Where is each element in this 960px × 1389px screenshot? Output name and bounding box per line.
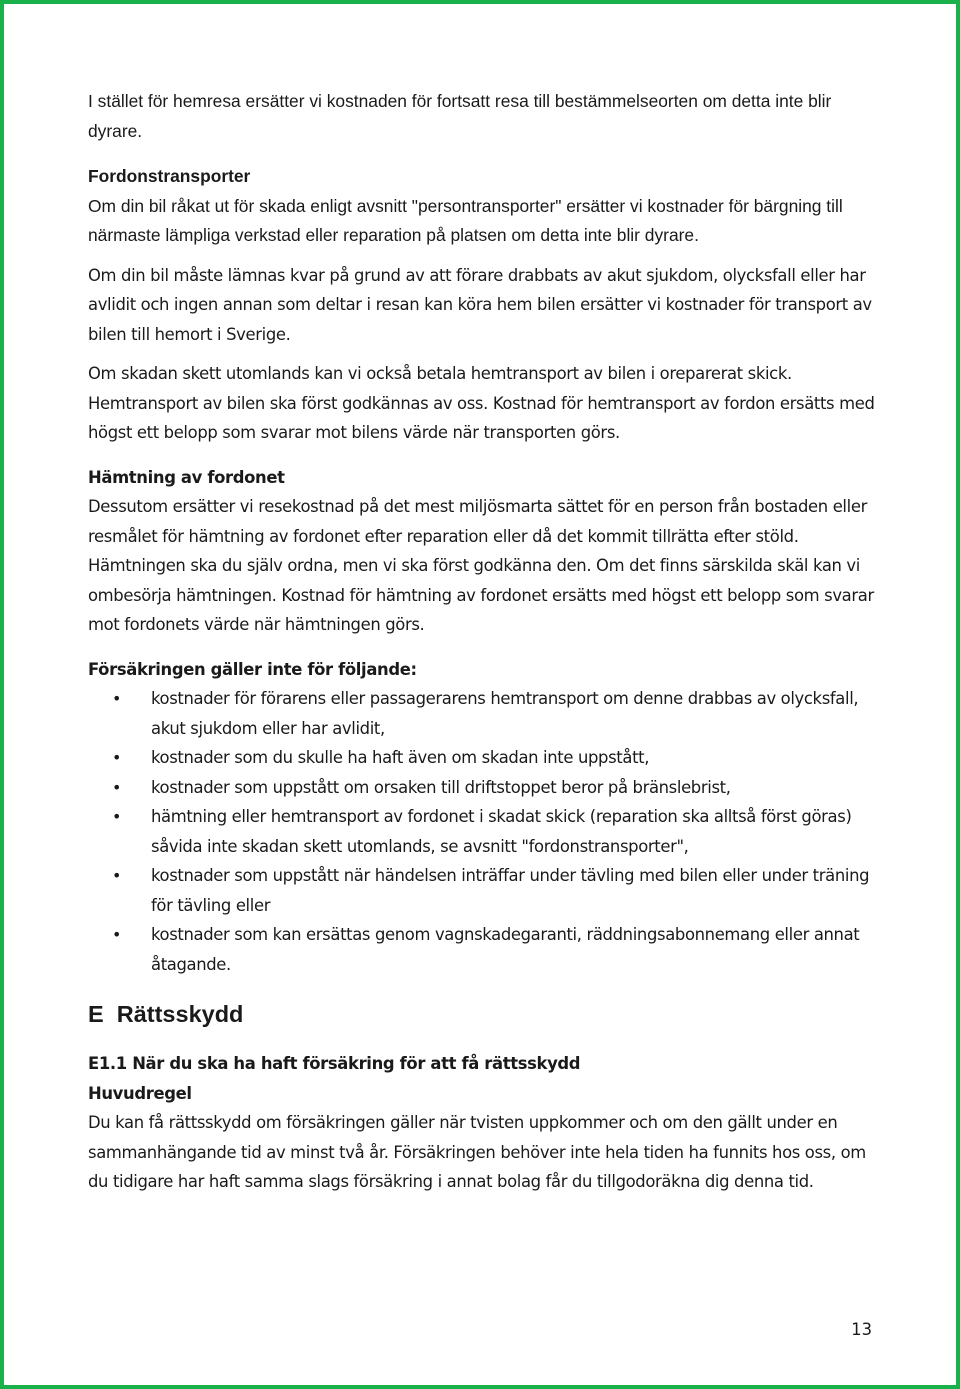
heading-fordonstransporter: Fordonstransporter bbox=[88, 166, 251, 186]
list-item bbox=[88, 773, 888, 803]
heading-huvudregel: Huvudregel bbox=[88, 1083, 192, 1103]
heading-exclusions: Försäkringen gäller inte för följande: bbox=[88, 659, 417, 679]
fordonstransporter-paragraph-3: Om skadan skett utomlands kan vi också betala hemtransport av bilen i oreparerat skick. Hemtransport av bilen ska först godkännas av oss. Kostnad för hemtransport av fordon ersätts med högst ett belopp som svarar mot bilens värde när transporten görs. bbox=[88, 364, 875, 442]
bullet-marker: • bbox=[112, 925, 122, 944]
heading-hamtning: Hämtning av fordonet bbox=[88, 467, 285, 487]
list-item-text: hämtning eller hemtransport av fordonet i skadat skick (reparation ska alltså först göras) såvida inte skadan skett utomlands, se avsnitt "fordonstransporter", bbox=[151, 807, 852, 856]
list-item bbox=[88, 920, 888, 979]
bullet-marker: • bbox=[112, 807, 122, 826]
exclusions-list bbox=[88, 684, 888, 979]
page-number: 13 bbox=[851, 1320, 872, 1339]
list-item bbox=[88, 802, 888, 861]
intro-paragraph: I stället för hemresa ersätter vi kostnaden för fortsatt resa till bestämmelseorten om detta inte blir dyrare. bbox=[88, 91, 832, 141]
list-item-text: kostnader som du skulle ha haft även om skadan inte uppstått, bbox=[151, 748, 650, 767]
sub-heading-e1-1: E1.1 När du ska ha haft försäkring för att få rättsskydd bbox=[88, 1054, 581, 1073]
huvudregel-paragraph: Du kan få rättsskydd om försäkringen gäller när tvisten uppkommer och om den gällt under en sammanhängande tid av minst två år. Försäkringen behöver inte hela tiden ha funnits hos oss, om du tidigare har haft samma slags försäkring i annat bolag får du tillgodoräkna dig denna tid. bbox=[88, 1113, 866, 1191]
list-item bbox=[88, 861, 888, 920]
bullet-marker: • bbox=[112, 689, 122, 708]
bullet-marker: • bbox=[112, 866, 122, 885]
fordonstransporter-paragraph-2: Om din bil måste lämnas kvar på grund av att förare drabbats av akut sjukdom, olycksfall eller har avlidit och ingen annan som deltar i resan kan köra hem bilen ersätter vi kostnader för transport av bilen till hemort i Sverige. bbox=[88, 265, 872, 344]
list-item-text: kostnader som kan ersättas genom vagnskadegaranti, räddningsabonnemang eller annat åtagande. bbox=[151, 925, 860, 974]
hamtning-paragraph: Dessutom ersätter vi resekostnad på det mest miljösmarta sättet för en person från bostaden eller resmålet för hämtning av fordonet efter reparation eller då det kommit tillrätta efter stöld. Hämtningen ska du själv ordna, men vi ska först godkänna den. Om det finns särskilda skäl kan vi ombesörja hämtningen. Kostnad för hämtning av fordonet ersätts med högst ett belopp som svarar mot fordonets värde när hämtningen görs. bbox=[88, 497, 874, 634]
list-item-text: kostnader som uppstått om orsaken till driftstoppet beror på bränslebrist, bbox=[151, 777, 731, 797]
bullet-marker: • bbox=[112, 748, 122, 767]
list-item-text: kostnader som uppstått när händelsen inträffar under tävling med bilen eller under träning för tävling eller bbox=[151, 866, 870, 915]
section-title-rattsskydd: E Rättsskydd bbox=[88, 1001, 244, 1027]
page-content bbox=[88, 87, 888, 1197]
list-item bbox=[88, 684, 888, 743]
fordonstransporter-paragraph-1: Om din bil råkat ut för skada enligt avsnitt "persontransporter" ersätter vi kostnader för bärgning till närmaste lämpliga verkstad eller reparation på platsen om detta inte blir dyrare. bbox=[88, 195, 843, 245]
list-item bbox=[88, 743, 888, 773]
bullet-marker: • bbox=[112, 777, 122, 797]
list-item-text: kostnader för förarens eller passagerarens hemtransport om denne drabbas av olycksfall, akut sjukdom eller har avlidit, bbox=[151, 689, 859, 738]
